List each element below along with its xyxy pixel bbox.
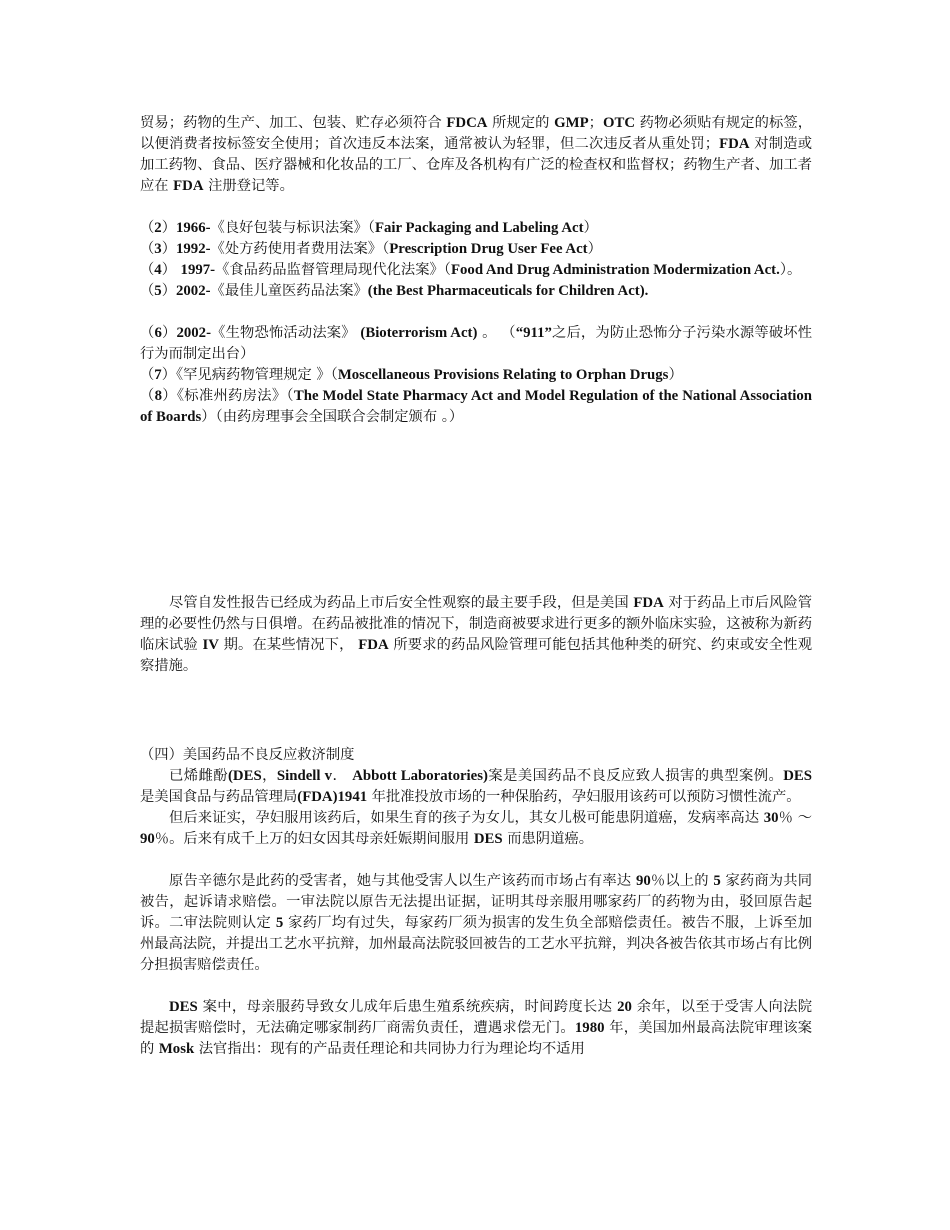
paragraph [140,281,812,302]
text-run: 贸易；药物的生产、加工、包装、贮存必须符合 [140,115,447,131]
paragraph [140,218,812,239]
text-run: 对制造或加工药物、食品、医疗器械和化妆品的工厂、仓库及各机构有广泛的检查权和监督权；药物生产者、加工者应在 [140,136,813,194]
text-run: 《最佳儿童医药品法案》 [210,283,368,299]
text-run: 7 [154,367,162,383]
text-run: 《处方药使用者费用法案》（ [210,241,390,257]
text-run: ） [161,283,176,299]
text-run: 药物必须贴有规定的标签，以便消费者按标签安全使用；首次违反本法案，通常被认为轻罪，但二次违反者从重处罚； [140,115,813,152]
text-run: ． [332,768,353,784]
text-run: （ [140,283,155,299]
text-run: Abbott Laboratories) [352,768,488,784]
text-run: Mosk [158,1041,195,1057]
block1 [140,113,812,197]
text-run: 5 [713,873,721,889]
text-run: 1992- [176,241,211,257]
text-run: ）。 [779,262,802,278]
text-run: 家药商为共同被告，起诉请求赔偿。一审法院以原告无法提出证据，证明其母亲服用哪家药厂的药物为由，驳回原告起诉。二审法院则认定 [140,873,812,931]
text-run: 余年，以至于受害人向法院提起损害赔偿时，无法确定哪家制药厂商需负责任，遭遇求偿无门。 [140,999,812,1036]
text-run: Moscellaneous Provisions Relating to Orphan Drugs [337,367,669,383]
text-run: 注册登记等。 [203,178,294,194]
text-run: 但后来证实，孕妇服用该药后，如果生育的孩子为女儿，其女儿极可能患阴道癌，发病率高达 [169,810,764,826]
paragraph [140,365,812,386]
text-run: ） [161,220,176,236]
text-run: DES [783,768,813,784]
text-run: 1980 [574,1020,605,1036]
text-run: ） [161,262,181,278]
paragraph [140,871,812,976]
text-run: ； [588,115,603,131]
paragraph [140,113,812,197]
text-run: (DES [227,768,262,784]
text-run: 所要求的药品风险管理可能包括其他种类的研究、约束或安全性观察措施。 [140,637,812,674]
document-page [140,113,812,1060]
text-run: 1966- [176,220,211,236]
text-run: DES [169,999,198,1015]
text-run: 年，美国加州最高法院审理该案的 [140,1020,812,1057]
text-run: (Bioterrorism Act) [360,325,478,341]
text-run: 《食品药品监督管理局现代化法案》（ [215,262,451,278]
text-run: ％ ～ [778,810,813,826]
text-run: 6 [154,325,162,341]
text-run: 对于药品上市后风险管理的必要性仍然与日俱增。在药品被批准的情况下，制造商被要求进行更多的额外临床实验，这被称为新药临床试验 [140,595,812,653]
text-run: 年批准投放市场的一种保胎药，孕妇服用该药可以预防习惯性流产。 [367,789,801,805]
block2 [140,218,812,302]
text-run: 尽管自发性报告已经成为药品上市后安全性观察的最主要手段，但是美国 [169,595,634,611]
paragraph [140,593,812,677]
paragraph [140,997,812,1060]
paragraph [140,323,812,365]
text-run: FDCA [446,115,488,131]
text-run: ）（由药房理事会全国联合会制定颁布 。） [201,409,464,425]
text-run: 而患阴道癌。 [502,831,593,847]
text-run: 8 [154,388,162,404]
text-run: Food And Drug Administration Modermization Act. [450,262,780,278]
text-run: ％。后来有成千上万的妇女因其母亲妊娠期间服用 [154,831,474,847]
text-run: FDA [719,136,750,152]
text-run: 案是美国药品不良反应致人损害的典型案例。 [487,768,784,784]
text-run: GMP [554,115,589,131]
paragraph [140,386,812,428]
text-run: 案中，母亲服药导致女儿成年后患生殖系统疾病，时间跨度长达 [197,999,618,1015]
section-heading: （四）美国药品不良反应救济制度 [140,747,355,763]
text-run: Fair Packaging and Labeling Act [374,220,584,236]
text-run: 2002- [176,283,211,299]
text-run: IV [202,637,219,653]
text-run: 是美国食品与药品管理局 [140,789,298,805]
text-run: The Model State Pharmacy Act and Model Regulation of the National Association of Boards [140,388,813,425]
text-run: 90 [635,873,651,889]
text-run: 20 [617,999,632,1015]
block6 [140,871,812,976]
text-run: (the Best Pharmaceuticals for Children Act). [367,283,649,299]
paragraph [140,239,812,260]
text-run: （ [140,367,155,383]
text-run: Prescription Drug User Fee Act [389,241,588,257]
text-run: 《生物恐怖活动法案》 [211,325,361,341]
text-run: 30 [763,810,779,826]
text-run: 期。在某些情况下， [218,637,359,653]
block5 [140,766,812,850]
text-run: 《良好包装与标识法案》（ [210,220,375,236]
text-run: (FDA)1941 [297,789,368,805]
block7 [140,997,812,1060]
text-run: 法官指出：现有的产品责任理论和共同协力行为理论均不适用 [194,1041,585,1057]
text-run: FDA [173,178,204,194]
text-run: DES [473,831,503,847]
text-run: 已烯雌酚 [169,768,228,784]
text-run: “9​11” [515,325,552,341]
text-run: （ [140,241,155,257]
paragraph [140,808,812,850]
text-run: Sindell v [276,768,333,784]
text-run: 原告辛德尔是此药的受害者，她与其他受害人以生产该药而市场占有率达 [169,873,636,889]
text-run: （ [140,220,155,236]
text-run: FDA [358,637,389,653]
text-run: ）《标准州药房法》（ [162,388,294,404]
text-run: ） [587,241,602,257]
text-run: ） [583,220,598,236]
text-run: ， [261,768,277,784]
text-run: 家药厂均有过失，每家药厂须为损害的发生负全部赔偿责任。被告不服，上诉至加州最高法院，并提出工艺水平抗辩，加州最高法院驳回被告的工艺水平抗辩，判决各被告依其市场占有比例分担损害赔偿责任。 [140,915,812,973]
block4 [140,593,812,677]
text-run: ） [161,325,177,341]
text-run: ） [668,367,683,383]
text-run: OTC [602,115,636,131]
text-run: 之后，为防止恐怖分子污染水源等破坏性行为而制定出台） [140,325,813,362]
text-run: 90 [140,831,155,847]
text-run: ） [161,241,176,257]
text-run: 所规定的 [487,115,555,131]
paragraph [140,766,812,808]
text-run: ）《罕见病药物管理规定 》（ [161,367,338,383]
text-run: （ [140,262,155,278]
text-run: ％以上的 [650,873,714,889]
text-run: 。 （ [477,325,516,341]
block3 [140,323,812,428]
text-run: 5 [154,283,162,299]
text-run: （ [140,325,155,341]
text-run: 2002- [176,325,211,341]
text-run: FDA [633,595,664,611]
text-run: 4 [154,262,162,278]
text-run: （ [140,388,155,404]
text-run: 2 [154,220,162,236]
text-run: 3 [154,241,162,257]
text-run: 1997- [180,262,216,278]
paragraph [140,260,812,281]
text-run: 5 [275,915,284,931]
